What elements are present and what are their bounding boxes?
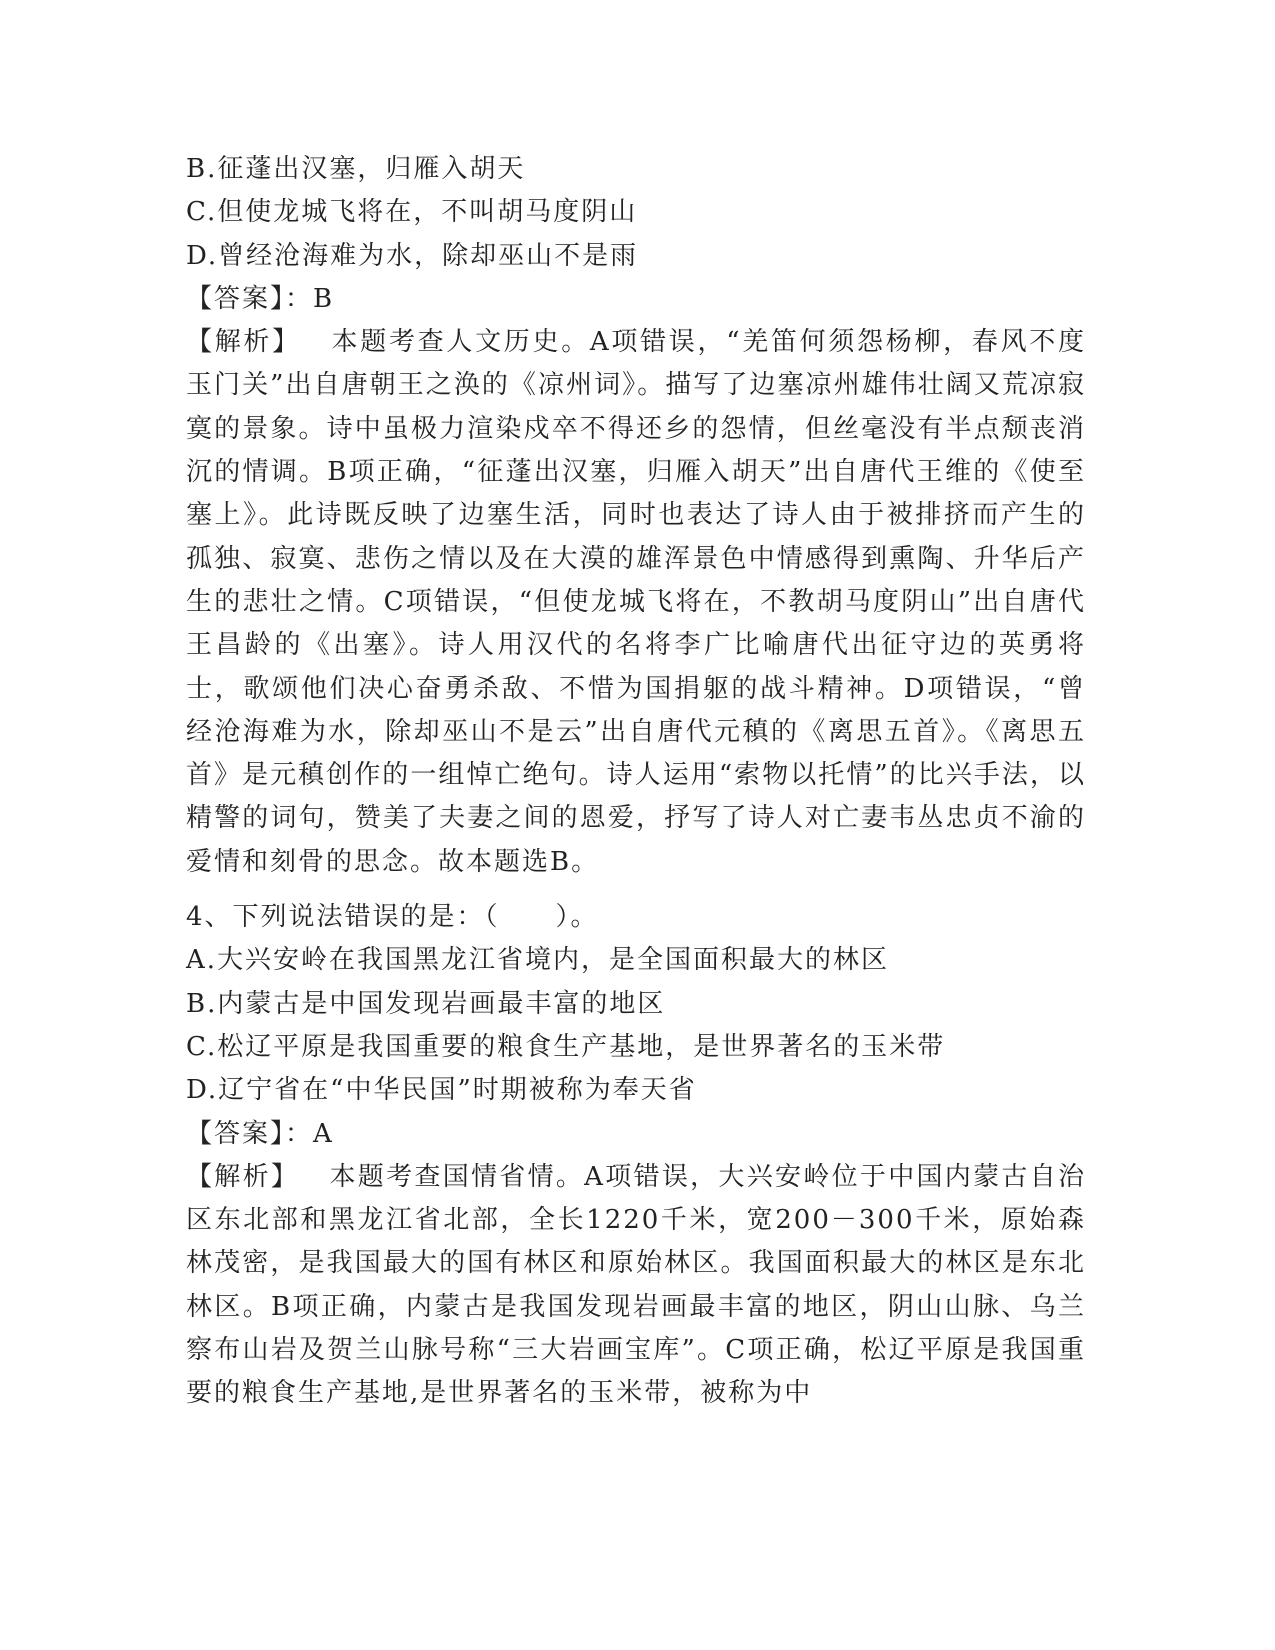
q3-option-b: B.征蓬出汉塞，归雁入胡天 [186,154,526,184]
q4-analysis-text: 本题考查国情省情。A项错误，大兴安岭位于中国内蒙古自治区东北部和黑龙江省北部，全长1220千米，宽200－300千米，原始森林茂密，是我国最大的国有林区和原始林区。我国面积最大的林区是东北林区。B项正确，内蒙古是我国发现岩画最丰富的地区，阴山山脉、乌兰察布山岩及贺兰山脉号称“三大岩画宝库”。C项正确，松辽平原是我国重要的粮食生产基地,是世界著名的玉米带，被称为中 [186,1161,1086,1409]
q3-answer [186,278,1086,321]
q4-analysis-label: 【解析】 [186,1161,300,1192]
q4-answer [186,1113,1086,1156]
q3-analysis-label: 【解析】 [186,327,301,358]
q3-analysis-text: 本题考查人文历史。A项错误，“羌笛何须怨杨柳，春风不度玉门关”出自唐朝王之涣的《凉州词》。描写了边塞凉州雄伟壮阔又荒凉寂寞的景象。诗中虽极力渲染戍卒不得还乡的怨情，但丝毫没有半点颓丧消沉的情调。B项正确，“征蓬出汉塞，归雁入胡天”出自唐代王维的《使至塞上》。此诗既反映了边塞生活，同时也表达了诗人由于被排挤而产生的孤独、寂寞、悲伤之情以及在大漠的雄浑景色中情感得到熏陶、升华后产生的悲壮之情。C项错误，“但使龙城飞将在，不教胡马度阴山”出自唐代王昌龄的《出塞》。诗人用汉代的名将李广比喻唐代出征守边的英勇将士，歌颂他们决心奋勇杀敌、不惜为国捐躯的战斗精神。D项错误，“曾经沧海难为水，除却巫山不是云”出自唐代元稹的《离思五首》。《离思五首》是元稹创作的一组悼亡绝句。诗人运用“索物以托情”的比兴手法，以精警的词句，赞美了夫妻之间的恩爱，抒写了诗人对亡妻韦丛忠贞不渝的爱情和刻骨的思念。故本题选B。 [186,327,1086,877]
q4-question: 4、下列说法错误的是：（ ）。 [186,902,599,933]
q3-answer-label: 【答案】： [186,283,314,314]
q3-option-d: D.曾经沧海难为水，除却巫山不是雨 [186,240,639,271]
q4-analysis [186,1156,1086,1416]
q3-answer-value: B [313,283,335,314]
q4-answer-label: 【答案】： [186,1118,314,1149]
document-page [186,148,1086,1416]
q3-option-c: C.但使龙城飞将在，不叫胡马度阴山 [186,197,638,228]
q4-option-b: B.内蒙古是中国发现岩画最丰富的地区 [186,988,666,1019]
q4-option-d: D.辽宁省在“中华民国”时期被称为奉天省 [186,1075,697,1106]
q3-analysis [186,321,1086,884]
q4-option-a: A.大兴安岭在我国黑龙江省境内，是全国面积最大的林区 [186,945,890,976]
q4-option-c: C.松辽平原是我国重要的粮食生产基地，是世界著名的玉米带 [186,1031,946,1062]
q4-answer-value: A [313,1118,334,1149]
